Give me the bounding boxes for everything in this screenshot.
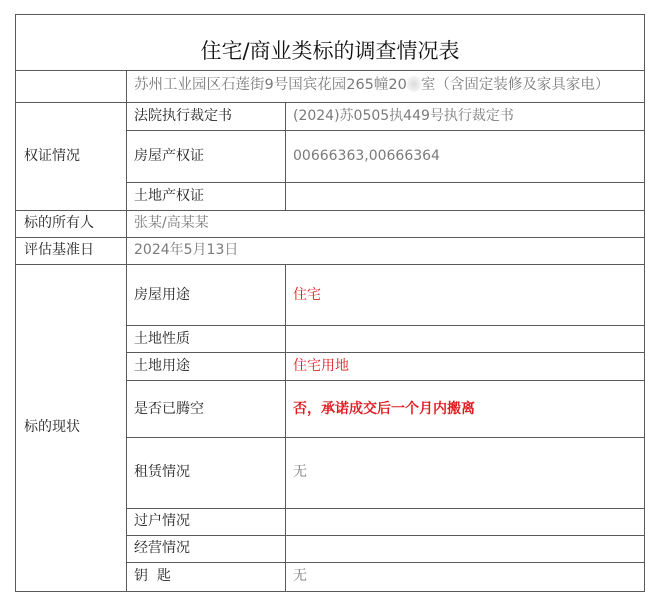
grid-line <box>15 102 645 103</box>
address-suffix: 室（含固定装修及家具家电） <box>420 77 610 93</box>
keys-value: 无 <box>293 568 307 584</box>
house-cert-label: 房屋产权证 <box>134 148 204 164</box>
grid-line <box>126 70 127 592</box>
grid-line <box>126 182 645 183</box>
grid-line <box>126 130 645 131</box>
vacated-value: 否，承诺成交后一个月内搬离 <box>293 401 475 417</box>
rights-group-label: 权证情况 <box>24 148 80 164</box>
grid-line <box>644 14 645 592</box>
property-address <box>134 76 609 94</box>
grid-line <box>285 102 286 210</box>
house-use-label: 房屋用途 <box>134 287 190 303</box>
page-title: 住宅/商业类标的调查情况表 <box>200 39 460 63</box>
grid-line <box>15 210 645 211</box>
owner-value: 张某/高某某 <box>134 215 209 231</box>
address-text: 苏州工业园区石莲街9号国宾花园265幢20 <box>134 77 407 93</box>
grid-line <box>126 562 645 563</box>
grid-line <box>126 380 645 381</box>
grid-line <box>285 264 286 592</box>
grid-line <box>15 70 645 71</box>
land-use-value: 住宅用地 <box>293 358 349 374</box>
land-nature-label: 土地性质 <box>134 331 190 347</box>
grid-line <box>15 591 645 592</box>
vacated-label: 是否已腾空 <box>134 401 204 417</box>
grid-line <box>126 352 645 353</box>
grid-line <box>15 237 645 238</box>
court-order-value: (2024)苏0505执449号执行裁定书 <box>293 108 514 124</box>
keys-label: 钥 匙 <box>134 568 171 584</box>
house-cert-value: 00666363,00666364 <box>293 148 440 164</box>
court-order-label: 法院执行裁定书 <box>134 108 232 124</box>
grid-line <box>126 508 645 509</box>
grid-line <box>15 14 645 15</box>
appraisal-date-label: 评估基准日 <box>24 242 94 258</box>
grid-line <box>15 264 645 265</box>
appraisal-date-value: 2024年5月13日 <box>134 242 239 258</box>
grid-line <box>126 325 645 326</box>
lease-label: 租赁情况 <box>134 464 190 480</box>
redacted-digit <box>407 76 421 92</box>
grid-line <box>126 437 645 438</box>
lease-value: 无 <box>293 464 307 480</box>
owner-label: 标的所有人 <box>24 215 94 231</box>
grid-line <box>15 14 16 592</box>
status-group-label: 标的现状 <box>24 419 80 435</box>
business-label: 经营情况 <box>134 540 190 556</box>
house-use-value: 住宅 <box>293 287 321 303</box>
land-use-label: 土地用途 <box>134 358 190 374</box>
grid-line <box>126 535 645 536</box>
land-cert-label: 土地产权证 <box>134 188 204 204</box>
transfer-label: 过户情况 <box>134 513 190 529</box>
